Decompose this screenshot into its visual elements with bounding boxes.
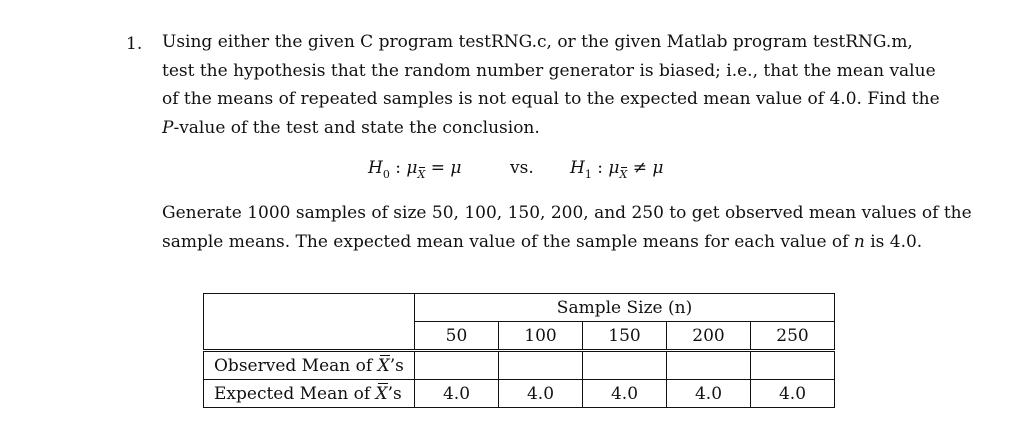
expected-mean-cell: 4.0 bbox=[751, 380, 835, 408]
p-variable: P bbox=[162, 117, 174, 138]
null-hypothesis: $H_0$ : $\mu_X = \mu$ bbox=[368, 158, 462, 181]
instructions-line-1: Generate 1000 samples of size 50, 100, 150, 200, and 250 to get observed mean values of the bbox=[162, 203, 972, 223]
sample-size-cell: 100 bbox=[499, 322, 583, 351]
expected-mean-cell: 4.0 bbox=[499, 380, 583, 408]
instructions-line-2: sample means. The expected mean value of the sample means for each value of n is 4.0. bbox=[162, 231, 923, 252]
problem-line-2: test the hypothesis that the random number generator is biased; i.e., that the mean value bbox=[162, 60, 936, 81]
problem-number: 1. bbox=[126, 34, 143, 54]
observed-mean-label: Observed Mean of X’s bbox=[204, 351, 415, 380]
expected-mean-label: Expected Mean of X’s bbox=[204, 380, 415, 408]
observed-mean-cell bbox=[499, 351, 583, 380]
n-variable: n bbox=[853, 231, 865, 252]
observed-mean-cell bbox=[751, 351, 835, 380]
instructions-paragraph bbox=[162, 199, 972, 256]
table-corner-cell bbox=[204, 294, 415, 351]
table-header-row bbox=[204, 294, 835, 322]
expected-mean-cell: 4.0 bbox=[415, 380, 499, 408]
alternative-hypothesis: $H_1$ : $\mu_X \ne \mu$ bbox=[570, 158, 664, 181]
sample-size-cell: 50 bbox=[415, 322, 499, 351]
observed-mean-cell bbox=[667, 351, 751, 380]
problem-line-4 bbox=[162, 114, 942, 143]
expected-mean-cell: 4.0 bbox=[583, 380, 667, 408]
expected-mean-cell: 4.0 bbox=[667, 380, 751, 408]
sample-size-cell: 150 bbox=[583, 322, 667, 351]
sample-size-cell: 250 bbox=[751, 322, 835, 351]
hypotheses-equation bbox=[368, 158, 708, 188]
table-row bbox=[204, 380, 835, 408]
problem-line-1: Using either the given C program testRNG.c, or the given Matlab program testRNG.m, bbox=[162, 32, 913, 52]
problem-line-4-text: -value of the test and state the conclusion. bbox=[173, 117, 540, 138]
x-bar-symbol: X bbox=[417, 168, 426, 181]
x-bar-symbol: X bbox=[619, 168, 628, 181]
results-table bbox=[203, 293, 835, 408]
problem-line-3: of the means of repeated samples is not equal to the expected mean value of 4.0. Find the bbox=[162, 89, 940, 109]
table-row bbox=[204, 351, 835, 380]
problem-statement bbox=[162, 28, 942, 142]
sample-size-cell: 200 bbox=[667, 322, 751, 351]
sample-size-header: Sample Size (n) bbox=[415, 294, 835, 322]
observed-mean-cell bbox=[415, 351, 499, 380]
vs-label: vs. bbox=[510, 158, 534, 178]
observed-mean-cell bbox=[583, 351, 667, 380]
